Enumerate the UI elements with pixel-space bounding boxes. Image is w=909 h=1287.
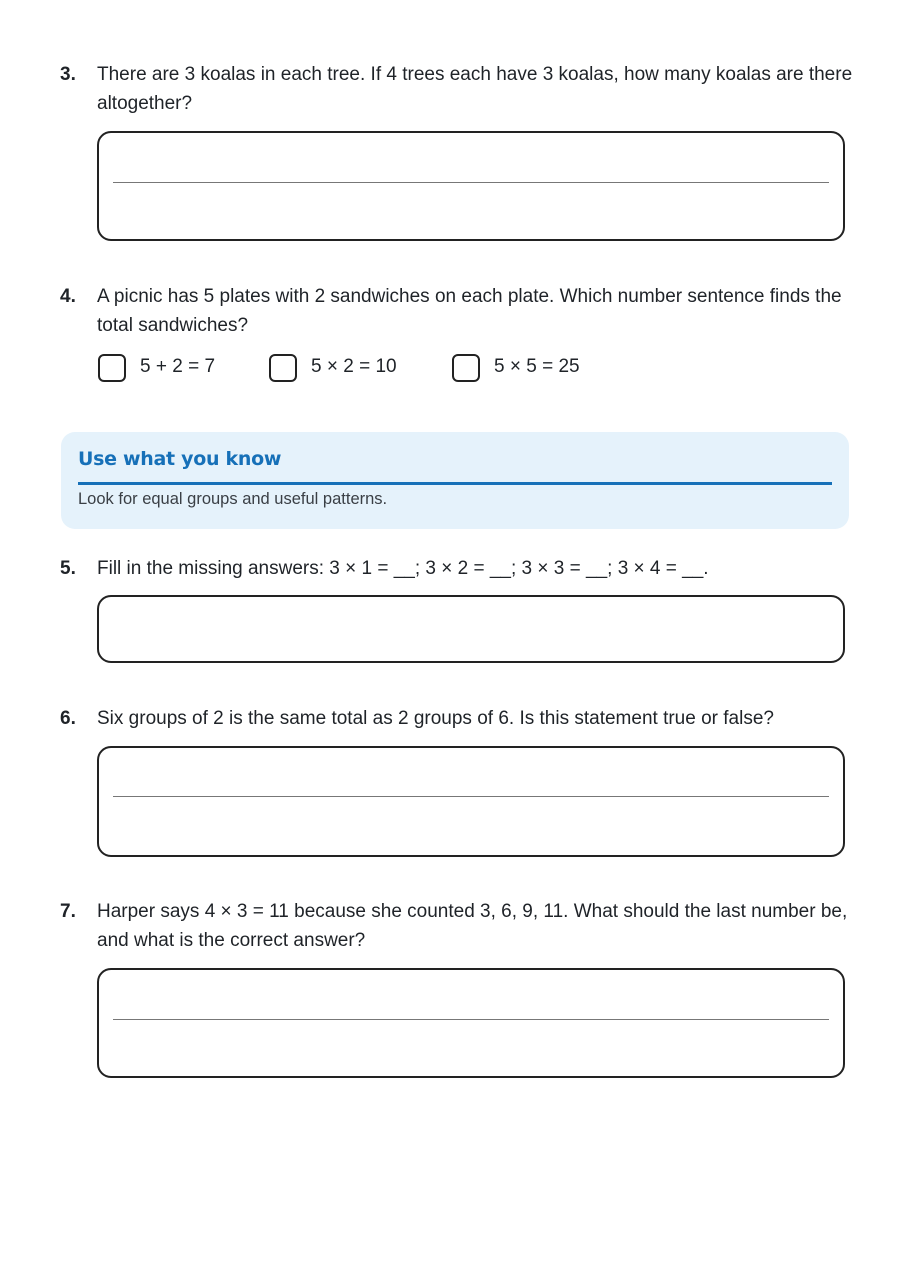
question-3 <box>60 60 860 120</box>
question-7 <box>60 897 860 957</box>
checkbox[interactable] <box>452 354 480 382</box>
option-1[interactable] <box>98 352 248 384</box>
option-label: 5 + 2 = 7 <box>140 356 216 377</box>
question-text: Fill in the missing answers: 3 × 1 = __; 3 × 2 = __; 3 × 3 = __; 3 × 4 = __. <box>97 558 709 579</box>
answer-line <box>113 182 829 183</box>
question-number: 7. <box>60 901 76 922</box>
answer-line <box>113 796 829 797</box>
question-text: Harper says 4 × 3 = 11 because she counted 3, 6, 9, 11. What should the last number be, and what is the correct answer? <box>97 901 848 951</box>
question-text: A picnic has 5 plates with 2 sandwiches on each plate. Which number sentence finds the total sandwiches? <box>97 286 842 336</box>
question-number: 4. <box>60 286 76 307</box>
option-label: 5 × 2 = 10 <box>311 356 397 377</box>
checkbox[interactable] <box>98 354 126 382</box>
tip-title: Use what you know <box>78 448 282 470</box>
question-text: Six groups of 2 is the same total as 2 groups of 6. Is this statement true or false? <box>97 708 774 729</box>
option-label: 5 × 5 = 25 <box>494 356 580 377</box>
tip-text: Look for equal groups and useful patterns. <box>78 490 388 508</box>
tip-box <box>61 432 849 529</box>
tip-divider <box>78 482 832 485</box>
answer-box-6[interactable] <box>97 746 845 857</box>
checkbox[interactable] <box>269 354 297 382</box>
question-4 <box>60 282 860 342</box>
option-2[interactable] <box>269 352 429 384</box>
question-text: There are 3 koalas in each tree. If 4 trees each have 3 koalas, how many koalas are there altogether? <box>97 64 853 114</box>
answer-box-3[interactable] <box>97 131 845 241</box>
question-number: 6. <box>60 708 76 729</box>
option-3[interactable] <box>452 352 612 384</box>
question-6 <box>60 704 860 734</box>
answer-line <box>113 1019 829 1020</box>
question-number: 3. <box>60 64 76 85</box>
question-5 <box>60 554 860 584</box>
answer-box-5[interactable] <box>97 595 845 663</box>
answer-options <box>0 352 909 388</box>
question-number: 5. <box>60 558 76 579</box>
answer-box-7[interactable] <box>97 968 845 1078</box>
